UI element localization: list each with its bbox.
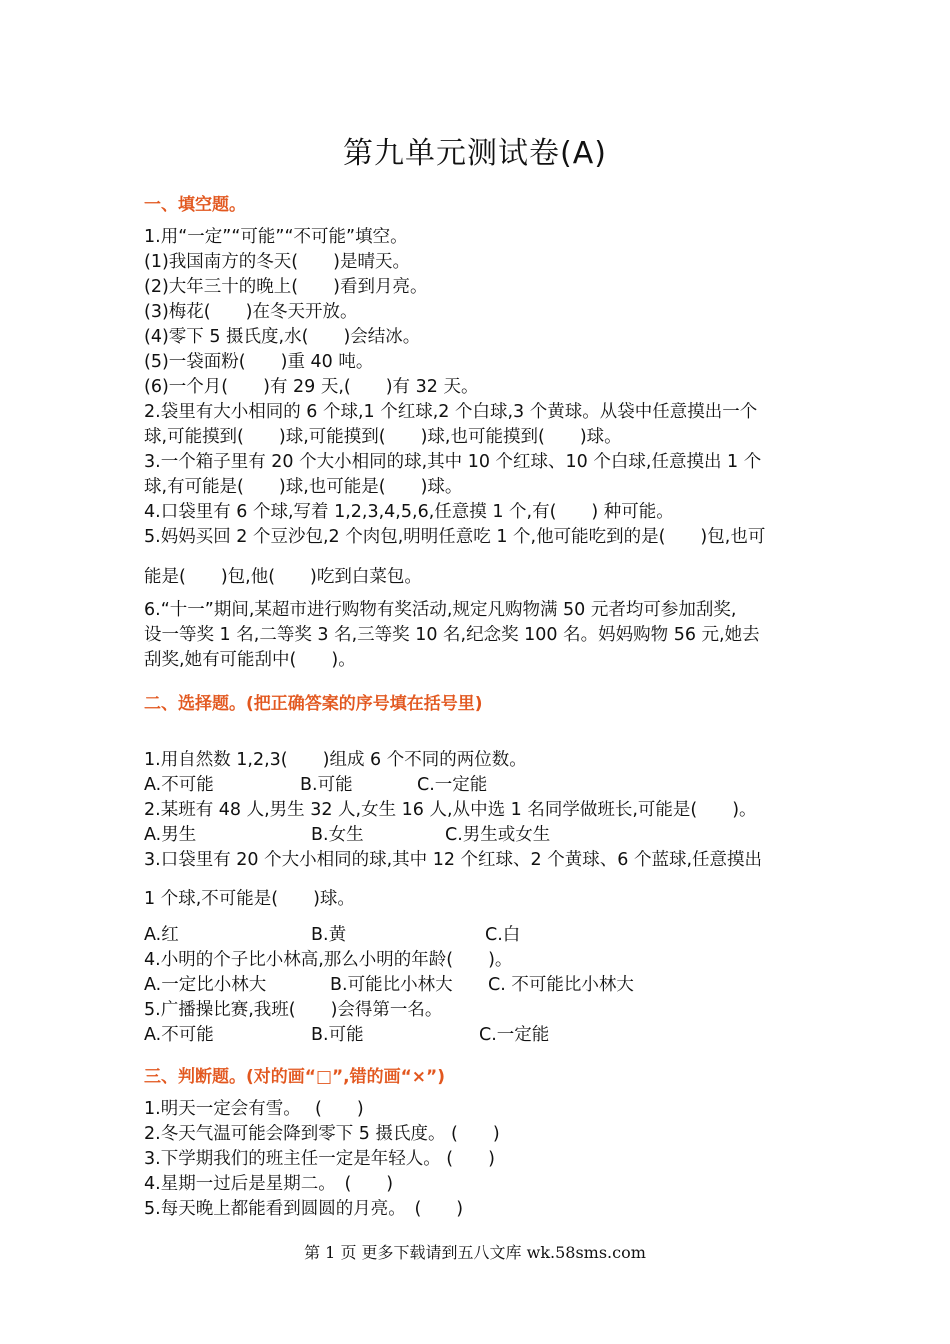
- question-line: 1.用“一定”“可能”“不可能”填空。: [144, 227, 408, 247]
- question-line: (3)梅花( )在冬天开放。: [144, 302, 358, 322]
- option-b: B.女生: [311, 825, 364, 845]
- question-line: 1.用自然数 1,2,3( )组成 6 个不同的两位数。: [144, 750, 527, 770]
- option-a: A.不可能: [144, 1025, 214, 1045]
- option-c: C.一定能: [479, 1025, 550, 1045]
- question-line: 2.某班有 48 人,男生 32 人,女生 16 人,从中选 1 名同学做班长,可能是( )。: [144, 800, 757, 820]
- option-a: A.男生: [144, 825, 197, 845]
- question-line: 3.口袋里有 20 个大小相同的球,其中 12 个红球、2 个黄球、6 个蓝球,任意摸出: [144, 850, 763, 870]
- option-c: C.一定能: [417, 775, 488, 795]
- option-a: A.一定比小林大: [144, 975, 267, 995]
- option-b: B.可能: [311, 1025, 364, 1045]
- section-heading-fill-blank: 一、填空题。: [144, 195, 246, 215]
- question-line: (4)零下 5 摄氏度,水( )会结冰。: [144, 327, 421, 347]
- option-c: C.男生或女生: [445, 825, 551, 845]
- question-line: (6)一个月( )有 29 天,( )有 32 天。: [144, 377, 479, 397]
- question-line: 6.“十一”期间,某超市进行购物有奖活动,规定凡购物满 50 元者均可参加刮奖,: [144, 600, 737, 620]
- question-line: 3.一个箱子里有 20 个大小相同的球,其中 10 个红球、10 个白球,任意摸出 1 个: [144, 452, 762, 472]
- question-line: 1.明天一定会有雪。 ( ): [144, 1099, 364, 1119]
- question-line: (1)我国南方的冬天( )是晴天。: [144, 252, 410, 272]
- question-line: 5.每天晚上都能看到圆圆的月亮。 ( ): [144, 1199, 464, 1219]
- option-c: C.白: [485, 925, 521, 945]
- question-line: 球,有可能是( )球,也可能是( )球。: [144, 477, 463, 497]
- question-line: 2.袋里有大小相同的 6 个球,1 个红球,2 个白球,3 个黄球。从袋中任意摸出一个: [144, 402, 758, 422]
- question-line: 4.小明的个子比小林高,那么小明的年龄( )。: [144, 950, 513, 970]
- option-b: B.黄: [311, 925, 347, 945]
- question-line: 球,可能摸到( )球,可能摸到( )球,也可能摸到( )球。: [144, 427, 622, 447]
- question-line: 5.广播操比赛,我班( )会得第一名。: [144, 1000, 443, 1020]
- question-line: 4.星期一过后是星期二。 ( ): [144, 1174, 394, 1194]
- page-footer: 第 1 页 更多下载请到五八文库 wk.58sms.com: [304, 1243, 646, 1262]
- option-b: B.可能: [300, 775, 353, 795]
- question-line: (5)一袋面粉( )重 40 吨。: [144, 352, 374, 372]
- question-line: 4.口袋里有 6 个球,写着 1,2,3,4,5,6,任意摸 1 个,有( ) 种可能。: [144, 502, 674, 522]
- option-c: C. 不可能比小林大: [488, 975, 634, 995]
- question-line: 2.冬天气温可能会降到零下 5 摄氏度。 ( ): [144, 1124, 500, 1144]
- question-line: 1 个球,不可能是( )球。: [144, 889, 355, 909]
- question-line: 设一等奖 1 名,二等奖 3 名,三等奖 10 名,纪念奖 100 名。妈妈购物 56 元,她去: [144, 625, 760, 645]
- option-b: B.可能比小林大: [330, 975, 453, 995]
- section-heading-choice: 二、选择题。(把正确答案的序号填在括号里): [144, 694, 483, 714]
- option-a: A.不可能: [144, 775, 214, 795]
- question-line: 刮奖,她有可能刮中( )。: [144, 650, 356, 670]
- question-line: (2)大年三十的晚上( )看到月亮。: [144, 277, 428, 297]
- option-a: A.红: [144, 925, 179, 945]
- question-line: 能是( )包,他( )吃到白菜包。: [144, 567, 422, 587]
- question-line: 3.下学期我们的班主任一定是年轻人。 ( ): [144, 1149, 495, 1169]
- section-heading-true-false: 三、判断题。(对的画“□”,错的画“×”): [144, 1067, 445, 1087]
- question-line: 5.妈妈买回 2 个豆沙包,2 个肉包,明明任意吃 1 个,他可能吃到的是( )包,也可: [144, 527, 766, 547]
- page-title: 第九单元测试卷(A): [343, 136, 607, 171]
